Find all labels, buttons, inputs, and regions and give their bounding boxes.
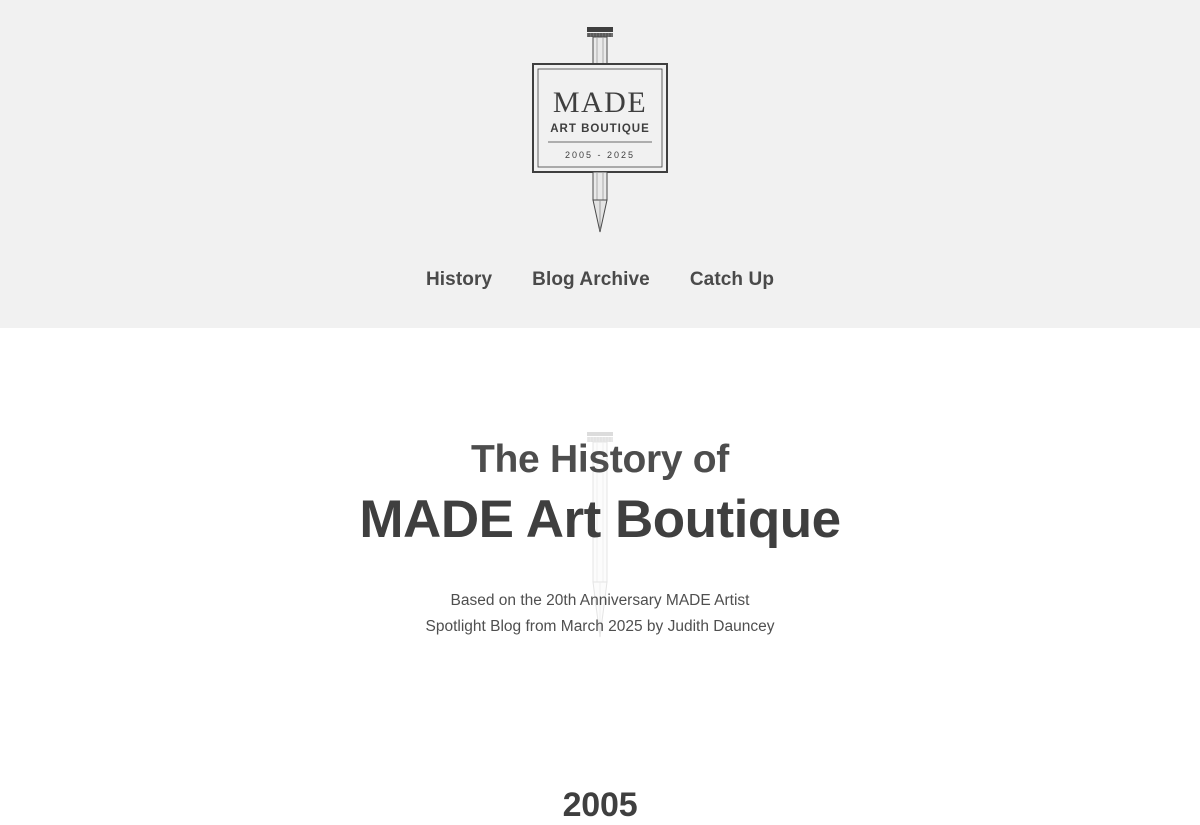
hero-subtitle-line1: Based on the 20th Anniversary MADE Artist <box>450 591 750 609</box>
timeline-year-heading: 2005 <box>562 786 638 825</box>
hero-subtitle <box>0 588 1200 640</box>
svg-text:2005 - 2025: 2005 - 2025 <box>564 150 636 160</box>
hero-subtitle-line2: Spotlight Blog from March 2025 by Judith Dauncey <box>425 617 775 635</box>
svg-text:MADE: MADE <box>552 86 648 119</box>
nail-logo-icon <box>520 86 680 240</box>
main-navigation <box>0 262 1200 298</box>
page-title: MADE Art Boutique <box>359 490 841 549</box>
nav-link-history[interactable]: History <box>425 269 493 290</box>
hero-section <box>0 328 1200 825</box>
site-header <box>0 0 1200 328</box>
svg-text:ART BOUTIQUE: ART BOUTIQUE <box>550 123 650 135</box>
nav-link-catch-up[interactable]: Catch Up <box>689 269 775 290</box>
nav-link-blog-archive[interactable]: Blog Archive <box>532 269 650 290</box>
site-logo-link[interactable] <box>520 22 680 236</box>
hero-content <box>0 328 1200 640</box>
hero-title-line1: The History of <box>471 438 729 481</box>
